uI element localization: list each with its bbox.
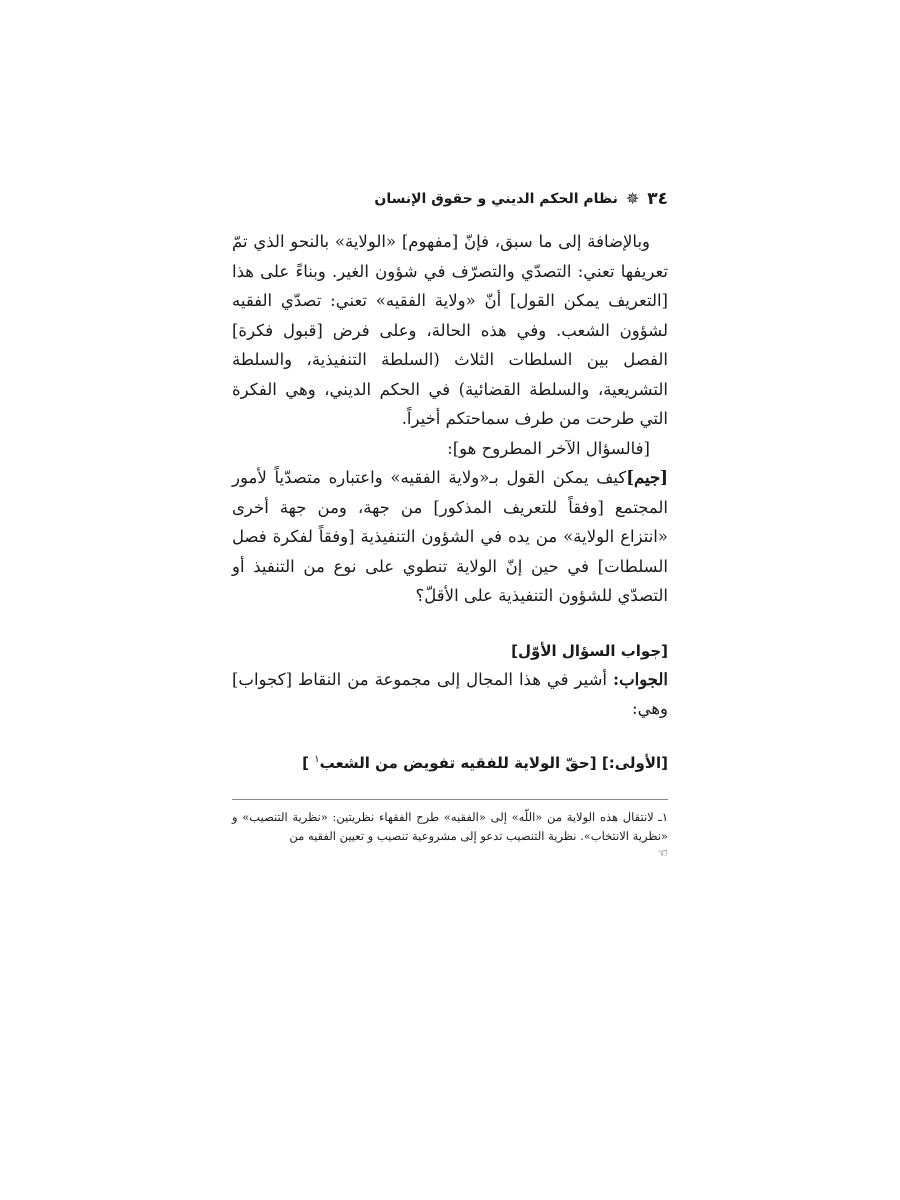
book-title: نظام الحكم الديني و حقوق الإنسان [374, 191, 618, 207]
first-point-title: [حقّ الولاية للفقيه تفويض من الشعب [319, 753, 597, 772]
pointing-hand-icon: ☜ [657, 845, 668, 860]
body-text [232, 227, 668, 611]
paragraph-3-label: [جيم] [626, 468, 668, 487]
paragraph-1: وبالإضافة إلى ما سبق، فإنّ [مفهوم] «الولاية» بالنحو الذي تمّ تعريفها تعني: التصدّي والتصرّف في شؤون الغير. وبناءً على هذا [التعريف يمكن القول] أنّ «ولاية الفقيه» تعني: تصدّي الفقيه لشؤون الشعب. وفي هذه الحالة، وعلى فرض [قبول فكرة] الفصل بين السلطات الثلاث (السلطة التنفيذية، والسلطة التشريعية، والسلطة القضائية) في الحكم الديني، وهي الفكرة التي طرحت من طرف سماحتكم أخيراً. [232, 232, 668, 428]
first-point-label: [الأولى:] [601, 753, 668, 772]
footnotes [232, 808, 668, 860]
footnote-divider [232, 799, 668, 800]
answer-paragraph [232, 665, 668, 724]
paragraph-3-text: كيف يمكن القول بـ«ولاية الفقيه» واعتباره متصدّياً لأمور المجتمع [وفقاً للتعريف المذكور] من جهة، ومن جهة أخرى «انتزاع الولاية» من يده في الشؤون التنفيذية [وفقاً لفكرة فصل السلطات] في حين إنّ الولاية تنطوي على نوع من التنفيذ أو التصدّي للشؤون التنفيذية على الأقلّ؟ [232, 468, 668, 605]
page-number: ٣٤ [647, 189, 668, 209]
answer-heading: [جواب السؤال الأوّل] [511, 641, 668, 660]
footnote-1: ١ـ لانتقال هذه الولاية من «اللّه» إلى «الفقيه» طرح الفقهاء نظريتين: «نظرية التنصيب» و «نظرية الانتخاب». نظرية التنصيب تدعو إلى مشروعية تنصيب و تعيين الفقيه من [232, 809, 668, 843]
answer-label: الجواب: [613, 669, 668, 689]
paragraph-2: [فالسؤال الآخر المطروح هو]: [447, 438, 650, 458]
answer-text: أشير في هذا المجال إلى مجموعة من النقاط [كجواب] وهي: [232, 669, 668, 718]
running-header [232, 185, 668, 213]
footnote-ref[interactable]: ١ [314, 753, 320, 765]
page [232, 185, 668, 860]
star-ornament-icon: ✵ [625, 189, 640, 208]
paragraph-3 [232, 463, 668, 611]
first-point-heading [232, 746, 668, 777]
first-point-closing: ] [302, 753, 309, 772]
